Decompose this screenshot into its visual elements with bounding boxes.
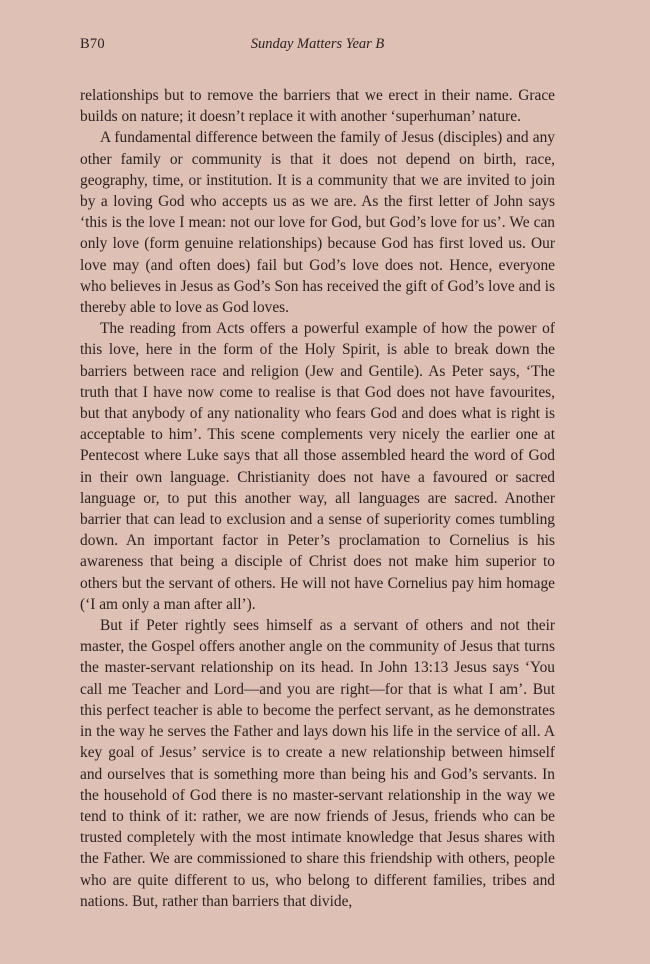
paragraph: But if Peter rightly sees himself as a servant of others and not their master, the Gospel offers another angle on the community of Jesus that turns the master-servant relationship on its head. In John 13:13 Jesus says ‘You call me Teacher and Lord—and you are right—for that is what I am’. But this perfect teacher is able to become the perfect servant, as he demonstrates in the way he serves the Father and lays down his life in the service of all. A key goal of Jesus’ service is to create a new relationship between himself and ourselves that is something more than being his and God’s servants. In the household of God there is no master-servant relationship in the way we tend to think of it: rather, we are now friends of Jesus, friends who can be trusted completely with the most intimate knowledge that Jesus shares with the Father. We are commissioned to share this friendship with others, people who are quite different to us, who belong to different families, tribes and nations. But, rather than barriers that divide, bbox=[80, 617, 555, 910]
running-head bbox=[80, 36, 555, 56]
running-title: Sunday Matters Year B bbox=[250, 36, 385, 52]
paragraph: The reading from Acts offers a powerful example of how the power of this love, here in the form of the Holy Spirit, is able to break down the barriers between race and religion (Jew and Gentile). As Peter says, ‘The truth that I have now come to realise is that God does not have favourites, but that anybody of any nationality who fears God and does what is right is acceptable to him’. This scene complements very nicely the earlier one at Pentecost where Luke says that all those assembled heard the word of God in their own language. Christianity does not have a favoured or sacred language or, to put this another way, all languages are sacred. Another barrier that can lead to exclusion and a sense of superiority comes tumbling down. An important factor in Peter’s proclamation to Cornelius is his awareness that being a disciple of Christ does not make him superior to others but the servant of others. He will not have Cornelius pay him homage (‘I am only a man after all’). bbox=[80, 320, 555, 613]
paragraph: A fundamental difference between the family of Jesus (disciples) and any other family or community is that it does not depend on birth, race, geography, time, or institution. It is a community that we are invited to join by a loving God who accepts us as we are. As the first letter of John says ‘this is the love I mean: not our love for God, but God’s love for us’. We can only love (form genuine relationships) because God has first loved us. Our love may (and often does) fail but God’s love does not. Hence, everyone who believes in Jesus as God’s Son has received the gift of God’s love and is thereby able to love as God loves. bbox=[80, 129, 555, 317]
paragraph-continuation: relationships but to remove the barriers that we erect in their name. Grace builds on nature; it doesn’t replace it with another ‘superhuman’ nature. bbox=[80, 87, 555, 126]
book-page bbox=[80, 0, 555, 964]
page-number: B70 bbox=[80, 36, 105, 52]
body-text bbox=[80, 85, 555, 912]
